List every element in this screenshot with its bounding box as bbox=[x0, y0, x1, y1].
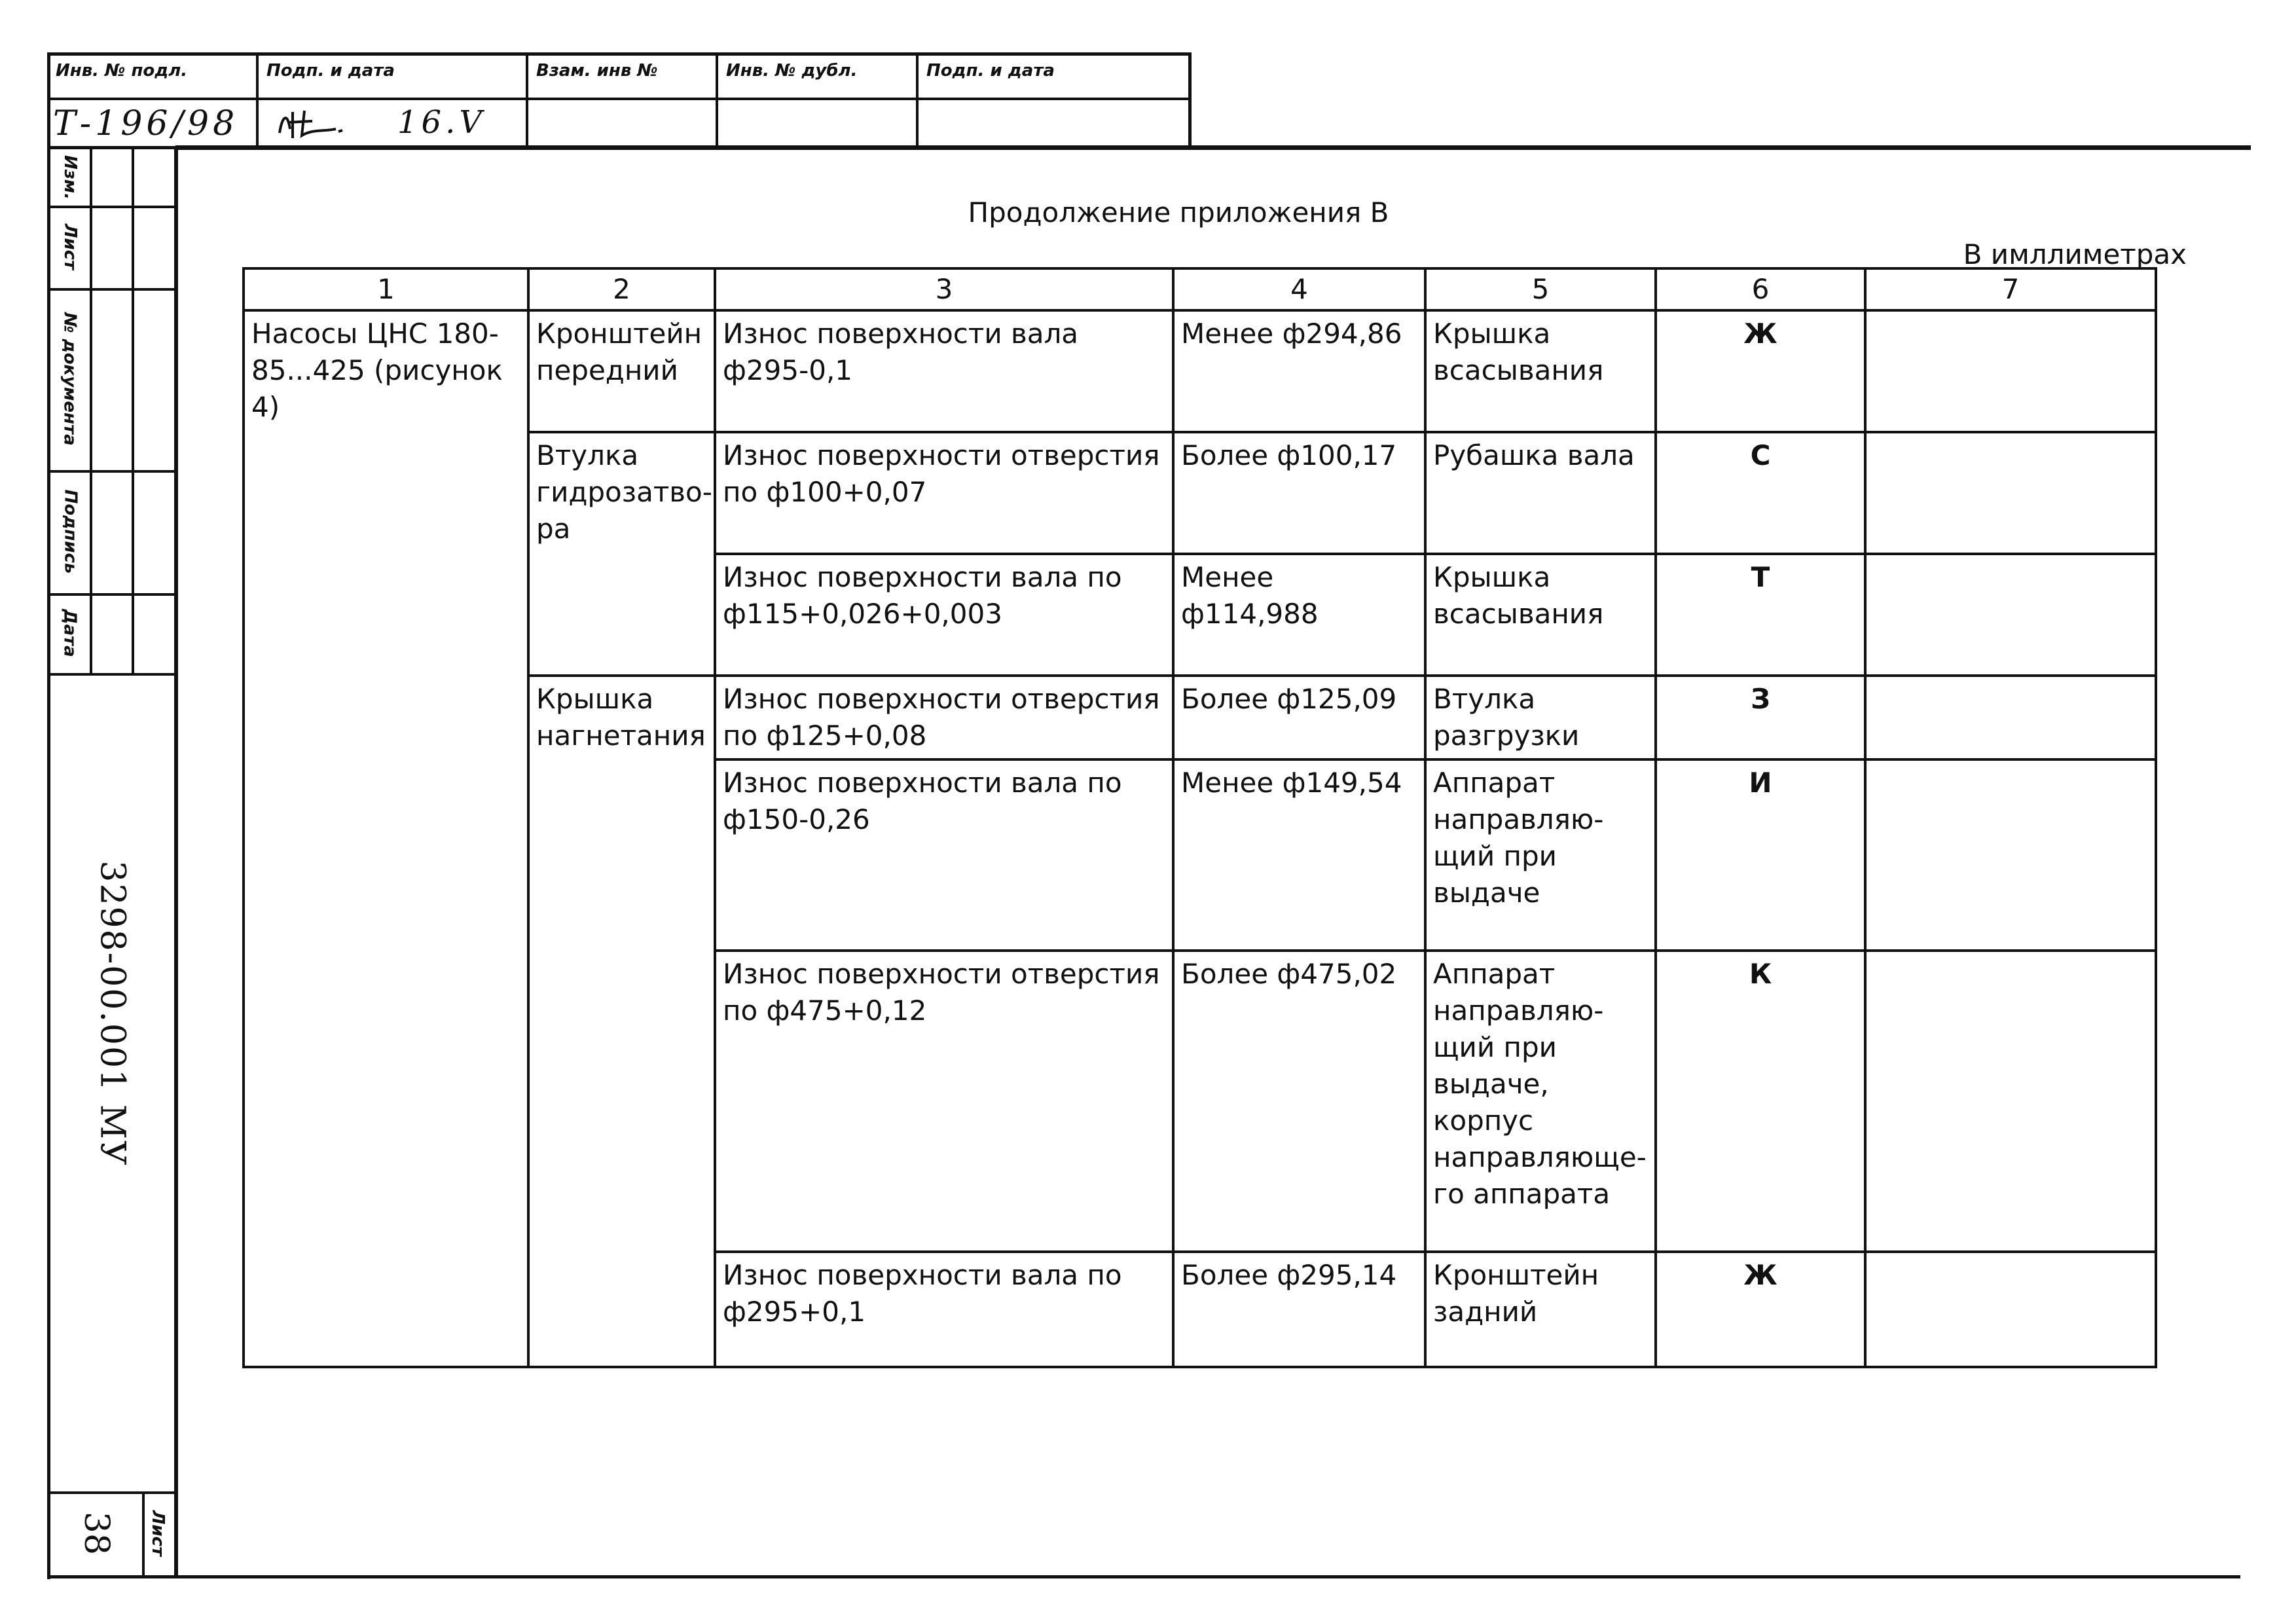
strip-caption-izm: Изм. bbox=[60, 155, 80, 200]
stamp-header-podp-data: Подп. и дата bbox=[266, 61, 395, 81]
mark-cell: Ж bbox=[1656, 1252, 1865, 1367]
frame-inner-line bbox=[174, 149, 178, 1578]
col-header-7: 7 bbox=[1865, 268, 2156, 310]
defect-cell: Износ поверхности вала по ф150-0,26 bbox=[715, 759, 1173, 951]
frame-top-line bbox=[175, 145, 2251, 150]
strip-caption-podpis: Подпись bbox=[60, 489, 80, 574]
note-cell bbox=[1865, 951, 2156, 1252]
limit-cell: Менее ф149,54 bbox=[1173, 759, 1425, 951]
part-name-cell: Крышка нагнетания bbox=[528, 676, 715, 1367]
part-name-cell: Кронштейн передний bbox=[528, 310, 715, 432]
note-cell bbox=[1865, 759, 2156, 951]
stamp-header-inv-dubl: Инв. № дубл. bbox=[726, 61, 858, 81]
limit-cell: Менее ф294,86 bbox=[1173, 310, 1425, 432]
top-stamp-block bbox=[47, 52, 1192, 149]
document-code: 3298-00.001 МУ bbox=[92, 860, 132, 1167]
table-row bbox=[244, 310, 2156, 432]
mating-part-cell: Кронштейн задний bbox=[1425, 1252, 1656, 1367]
col-header-1: 1 bbox=[244, 268, 528, 310]
col-header-3: 3 bbox=[715, 268, 1173, 310]
col-header-5: 5 bbox=[1425, 268, 1656, 310]
mark-cell: И bbox=[1656, 759, 1865, 951]
note-cell bbox=[1865, 554, 2156, 676]
note-cell bbox=[1865, 676, 2156, 759]
limit-cell: Менее ф114,988 bbox=[1173, 554, 1425, 676]
mating-part-cell: Втулка разгрузки bbox=[1425, 676, 1656, 759]
defect-cell: Износ поверхности отверстия по ф100+0,07 bbox=[715, 432, 1173, 554]
mating-part-cell: Аппарат направляю-щий при выдаче bbox=[1425, 759, 1656, 951]
mating-part-cell: Крышка всасывания bbox=[1425, 310, 1656, 432]
note-cell bbox=[1865, 310, 2156, 432]
mark-cell: Т bbox=[1656, 554, 1865, 676]
col-header-2: 2 bbox=[528, 268, 715, 310]
col-header-6: 6 bbox=[1656, 268, 1865, 310]
units-label: В имллиметрах bbox=[1963, 238, 2187, 270]
handwritten-signature bbox=[273, 103, 404, 145]
stamp-value-inv-podl: Т-196/98 bbox=[53, 104, 239, 143]
stamp-header-inv-podl: Инв. № подл. bbox=[56, 61, 188, 81]
mating-part-cell: Крышка всасывания bbox=[1425, 554, 1656, 676]
frame-bottom-line bbox=[47, 1575, 2240, 1578]
strip-row-line-5 bbox=[50, 673, 174, 676]
col-header-4: 4 bbox=[1173, 268, 1425, 310]
limit-cell: Более ф475,02 bbox=[1173, 951, 1425, 1252]
table-row bbox=[244, 676, 2156, 759]
mark-cell: С bbox=[1656, 432, 1865, 554]
mark-cell: З bbox=[1656, 676, 1865, 759]
mark-cell: Ж bbox=[1656, 310, 1865, 432]
limit-cell: Более ф100,17 bbox=[1173, 432, 1425, 554]
strip-caption-doc: № документа bbox=[60, 312, 81, 446]
part-name-cell: Втулка гидрозатво-ра bbox=[528, 432, 715, 676]
limit-cell: Более ф125,09 bbox=[1173, 676, 1425, 759]
table-row bbox=[244, 432, 2156, 554]
stamp-value-date: 16.V bbox=[397, 104, 486, 141]
defects-table bbox=[242, 267, 2157, 1368]
strip-caption-data: Дата bbox=[60, 609, 81, 657]
note-cell bbox=[1865, 432, 2156, 554]
defect-cell: Износ поверхности вала по ф115+0,026+0,003 bbox=[715, 554, 1173, 676]
defect-cell: Износ поверхности вала по ф295+0,1 bbox=[715, 1252, 1173, 1367]
side-stamp-strip bbox=[50, 149, 174, 1575]
stamp-header-podp-data-2: Подп. и дата bbox=[926, 61, 1055, 81]
strip-caption-list: Лист bbox=[60, 223, 81, 270]
mark-cell: К bbox=[1656, 951, 1865, 1252]
mating-part-cell: Аппарат направляю-щий при выдаче, корпус направляюще-го аппарата bbox=[1425, 951, 1656, 1252]
group-cell: Насосы ЦНС 180-85...425 (рисунок 4) bbox=[244, 310, 528, 1367]
page-title: Продолжение приложения В bbox=[968, 196, 1389, 228]
defect-cell: Износ поверхности отверстия по ф125+0,08 bbox=[715, 676, 1173, 759]
sheet-label: Лист bbox=[148, 1510, 168, 1557]
table-header-row bbox=[244, 268, 2156, 310]
defect-cell: Износ поверхности отверстия по ф475+0,12 bbox=[715, 951, 1173, 1252]
stamp-header-vzam: Взам. инв № bbox=[536, 61, 658, 81]
mating-part-cell: Рубашка вала bbox=[1425, 432, 1656, 554]
defect-cell: Износ поверхности вала ф295-0,1 bbox=[715, 310, 1173, 432]
sheet-number: 38 bbox=[76, 1511, 116, 1556]
limit-cell: Более ф295,14 bbox=[1173, 1252, 1425, 1367]
note-cell bbox=[1865, 1252, 2156, 1367]
